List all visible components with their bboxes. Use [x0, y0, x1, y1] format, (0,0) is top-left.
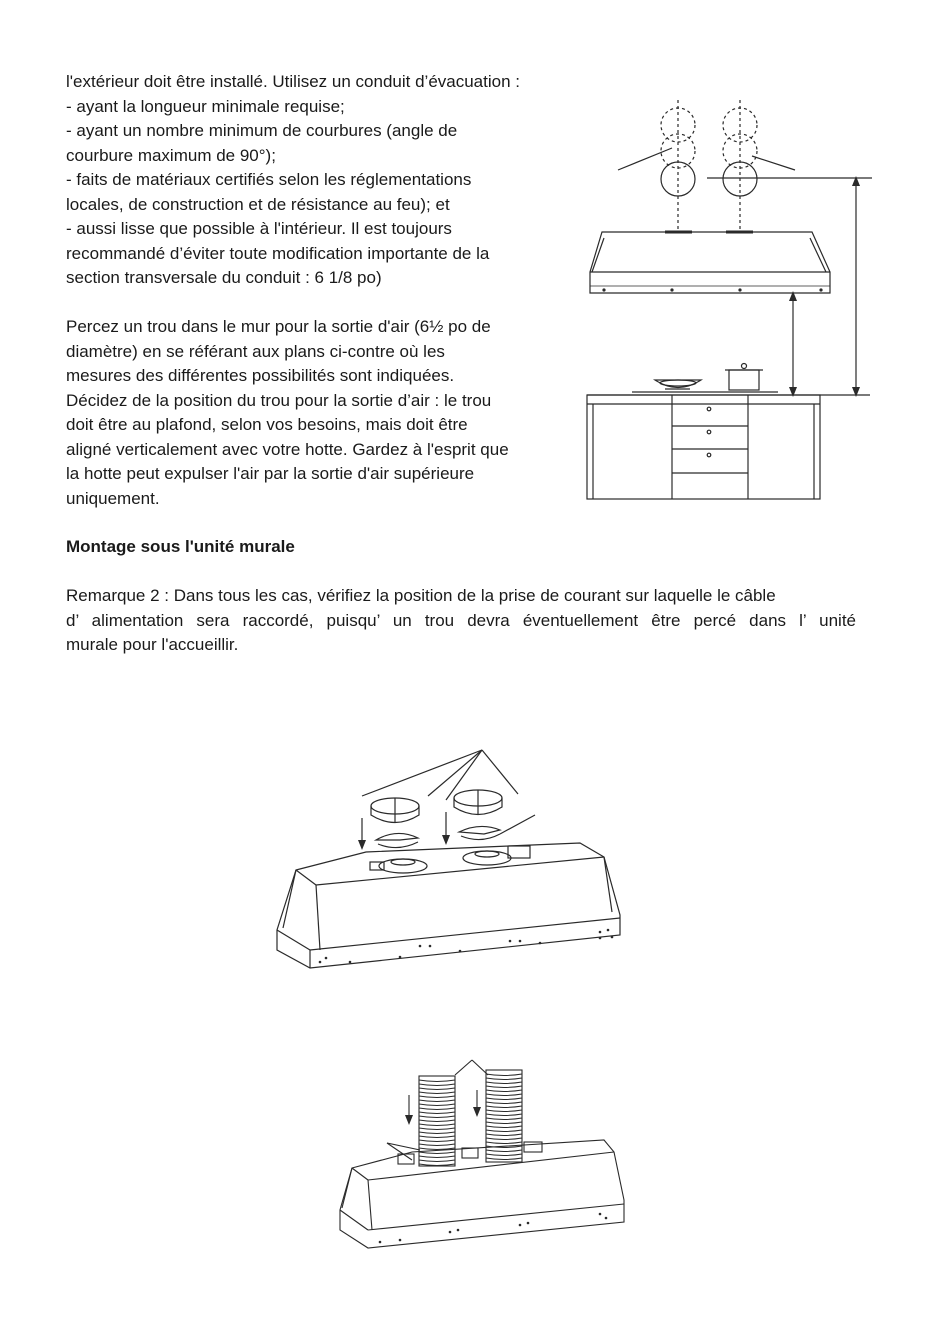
duct-rib	[419, 1120, 455, 1122]
duct-rib	[419, 1096, 455, 1098]
duct-rib	[419, 1116, 455, 1118]
duct-rib	[419, 1136, 455, 1138]
duct-rib	[486, 1086, 522, 1088]
range-hood-outline	[590, 232, 830, 293]
arrow-head	[442, 835, 450, 845]
duct-rib	[486, 1110, 522, 1112]
note-line: Remarque 2 : Dans tous les cas, vérifiez la position de la prise de courant sur laquelle le câble	[66, 586, 776, 605]
duct-rib	[486, 1082, 522, 1084]
drilling-line: Percez un trou dans le mur pour la sortie d'air (6½ po de	[66, 317, 491, 336]
duct-rib	[486, 1078, 522, 1080]
intro-line: - ayant un nombre minimum de courbures (angle de	[66, 121, 458, 140]
drilling-line: uniquement.	[66, 488, 160, 508]
drilling-line: aligné verticalement avec votre hotte. Gardez à l'esprit que	[66, 439, 509, 459]
collar-seat	[379, 859, 427, 873]
intro-line: - faits de matériaux certifiés selon les réglementations	[66, 170, 472, 189]
intro-line: courbure maximum de 90°);	[66, 145, 276, 165]
duct-rib	[486, 1074, 522, 1076]
duct-rib	[486, 1158, 522, 1160]
pot-outline	[729, 370, 759, 390]
duct-rib	[419, 1088, 455, 1090]
duct-rib	[419, 1080, 455, 1082]
duct-rib	[486, 1130, 522, 1132]
duct-rib	[486, 1102, 522, 1104]
hood-installation-side-diagram	[580, 95, 880, 505]
collar-seat	[463, 851, 511, 865]
duct-rib	[419, 1084, 455, 1086]
intro-line: - aussi lisse que possible à l'intérieur. Il est toujours	[66, 219, 452, 238]
drilling-line: la hotte peut expulser l'air par la sortie d'air supérieure	[66, 464, 475, 483]
intro-line: l'extérieur doit être installé. Utilisez un conduit d’évacuation :	[66, 72, 520, 91]
duct-rib	[486, 1114, 522, 1116]
duct-rib	[419, 1112, 455, 1114]
duct-rib	[486, 1106, 522, 1108]
drilling-paragraph	[66, 315, 509, 511]
drilling-line: mesures des différentes possibilités sont indiquées.	[66, 366, 455, 385]
duct-rib	[486, 1122, 522, 1124]
duct-rib	[486, 1090, 522, 1092]
drawer-knob	[707, 430, 711, 434]
duct-rib	[486, 1126, 522, 1128]
drilling-line: Décidez de la position du trou pour la sortie d’air : le trou	[66, 390, 492, 410]
duct-rib	[486, 1142, 522, 1144]
duct-rib	[419, 1124, 455, 1126]
duct-rib	[419, 1100, 455, 1102]
junction-box	[508, 846, 530, 858]
drawer-knob	[707, 407, 711, 411]
intro-line: section transversale du conduit : 6 1/8 po)	[66, 268, 382, 287]
duct-rib	[419, 1156, 455, 1158]
duct-rib	[419, 1092, 455, 1094]
duct-rib	[486, 1138, 522, 1140]
duct-rib	[486, 1150, 522, 1152]
duct-rib	[486, 1134, 522, 1136]
duct-rib	[419, 1144, 455, 1146]
drilling-line: diamètre) en se référant aux plans ci-contre où les	[66, 341, 445, 361]
damper-flap	[459, 826, 500, 834]
duct-rib	[419, 1104, 455, 1106]
intro-line: locales, de construction et de résistance au feu); et	[66, 194, 450, 214]
collar-assembly-diagram	[270, 740, 640, 980]
arrow-head	[405, 1115, 413, 1125]
intro-line: recommandé d’éviter toute modification importante de la	[66, 243, 490, 263]
duct-rib	[419, 1140, 455, 1142]
intro-line: - ayant la longueur minimale requise;	[66, 96, 345, 116]
duct-rib	[486, 1118, 522, 1120]
duct-rib	[486, 1098, 522, 1100]
drawer-knob	[707, 453, 711, 457]
note-line: d’ alimentation sera raccordé, puisqu’ un trou devra éventuellement être percé dans l’ unité	[66, 610, 856, 630]
arrow-head	[358, 840, 366, 850]
intro-paragraph	[66, 70, 520, 291]
duct-rib	[419, 1164, 455, 1166]
duct-rib	[419, 1108, 455, 1110]
duct-rib	[419, 1132, 455, 1134]
note-paragraph	[66, 584, 856, 658]
duct-rib	[486, 1094, 522, 1096]
drilling-line: doit être au plafond, selon vos besoins, mais doit être	[66, 415, 468, 434]
duct-rib	[419, 1128, 455, 1130]
section-heading: Montage sous l'unité murale	[66, 537, 295, 556]
range-hood-body	[277, 843, 620, 968]
damper-flap	[376, 833, 418, 840]
arrow-head	[473, 1107, 481, 1117]
duct-rib	[419, 1160, 455, 1162]
duct-rib	[486, 1154, 522, 1156]
duct-rib	[419, 1152, 455, 1154]
base-cabinet-outline	[587, 395, 820, 499]
note-line: murale pour l'accueillir.	[66, 635, 239, 654]
duct-connection-diagram	[330, 1050, 630, 1255]
